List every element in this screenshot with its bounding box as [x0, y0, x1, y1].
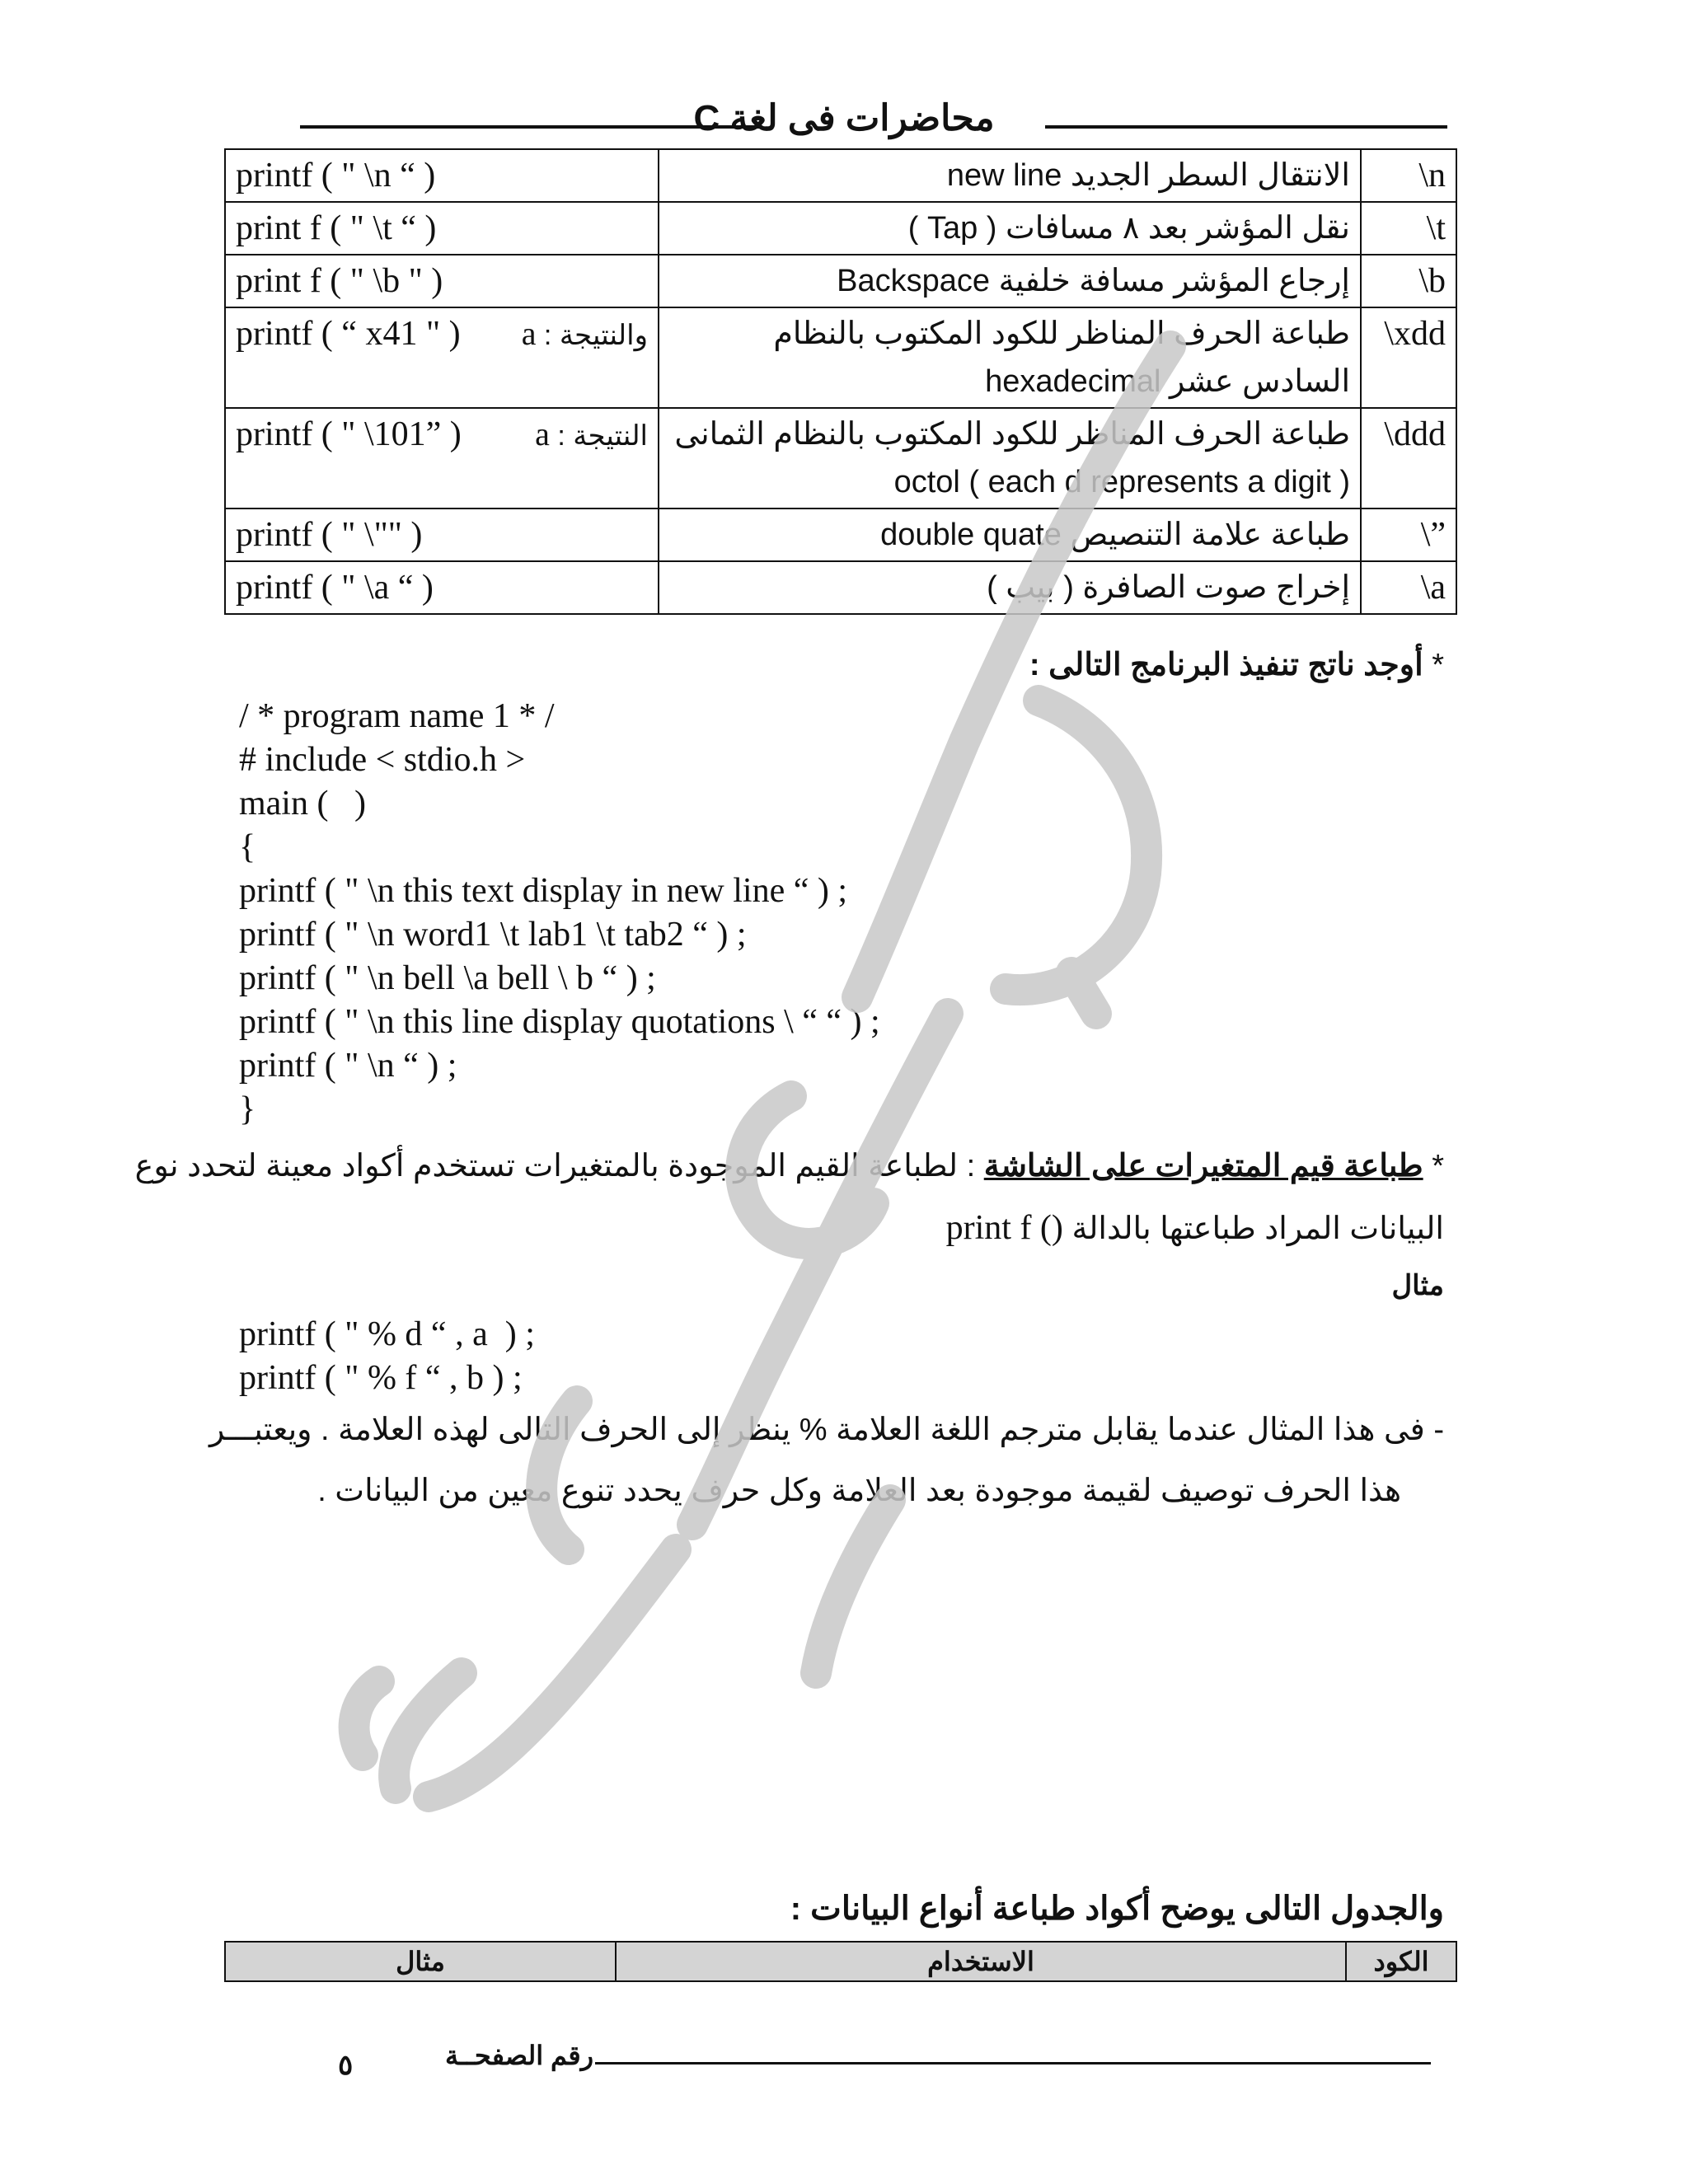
escape-code-cell: [225, 202, 659, 255]
escape-sequence: \t: [1361, 202, 1456, 255]
escape-code-cell: [225, 255, 659, 307]
escape-description: نقل المؤشر بعد ٨ مسافات ( Tap ): [659, 202, 1361, 255]
escape-code-cell: [225, 149, 659, 202]
escape-code: printf ( “ x41 " ): [236, 315, 461, 353]
exercise-heading-text: أوجد ناتج تنفيذ البرنامج التالى :: [1029, 648, 1423, 682]
escape-sequence: \b: [1361, 255, 1456, 307]
section2-line1: [134, 1147, 1444, 1184]
page-header-title: محاضرات فى لغة C: [693, 98, 995, 138]
types-header-code: الكود: [1346, 1942, 1456, 1981]
footer-rule: [595, 2062, 1431, 2064]
example-label: مثال: [1391, 1270, 1444, 1301]
escape-code: print f ( " \b " ): [236, 262, 443, 300]
types-header-usage: الاستخدام: [616, 1942, 1346, 1981]
escape-code: printf ( " \n “ ): [236, 157, 436, 194]
escape-sequence: \a: [1361, 561, 1456, 614]
escape-sequence: \ddd: [1361, 408, 1456, 509]
code-line: printf ( " % d “ , a ) ;: [239, 1315, 535, 1353]
note-text1: فى هذا المثال عندما يقابل مترجم اللغة العلامة % ينظر إلى الحرف التالى لهذه العلامة . ويعتبـــر: [209, 1413, 1425, 1447]
escape-table-row: [225, 408, 1456, 509]
escape-result-label: والنتيجة :: [543, 320, 648, 351]
escape-code-cell: [225, 408, 659, 509]
section2-star: *: [1432, 1149, 1444, 1183]
section2-line2: [946, 1208, 1444, 1248]
escape-table-row: [225, 307, 1456, 408]
code-line: printf ( " \n this line display quotations \ “ “ ) ;: [239, 1003, 880, 1041]
footer-page-label: رقم الصفحــة: [445, 2041, 594, 2070]
escape-description: إخراج صوت الصافرة ( بيب ): [659, 561, 1361, 614]
escape-description: طباعة الحرف المناظر للكود المكتوب بالنظام الثمانى octol ( each d represents a digit ): [659, 408, 1361, 509]
escape-sequence: \xdd: [1361, 307, 1456, 408]
data-types-table: [224, 1941, 1457, 1982]
escape-code-cell: [225, 561, 659, 614]
escape-result-label: النتيجة :: [557, 420, 648, 452]
escape-result: [522, 310, 648, 359]
code-line: # include < stdio.h >: [239, 741, 526, 779]
program-code-block: [239, 695, 880, 1132]
escape-code: printf ( " \a “ ): [236, 569, 434, 607]
code-line: {: [239, 828, 256, 866]
note-dash: -: [1433, 1413, 1444, 1447]
escape-code-cell: [225, 307, 659, 408]
section2-text2: البيانات المراد طباعتها بالدالة: [1071, 1212, 1444, 1246]
escape-description: إرجاع المؤشر مسافة خلفية Backspace: [659, 255, 1361, 307]
escape-result: [535, 410, 648, 460]
code-line: printf ( " % f “ , b ) ;: [239, 1359, 523, 1397]
note-line2: هذا الحرف توصيف لقيمة موجودة بعد العلامة وكل حرف يحدد تنوع معين من البيانات .: [317, 1474, 1401, 1508]
code-line: / * program name 1 * /: [239, 697, 555, 735]
escape-code: printf ( " \"" ): [236, 516, 423, 554]
note-line1: [209, 1411, 1444, 1448]
escape-description: الانتقال السطر الجديد new line: [659, 149, 1361, 202]
escape-result-value: a: [535, 415, 550, 452]
escape-table-row: [225, 149, 1456, 202]
escape-description: طباعة علامة التنصيص double quate: [659, 509, 1361, 561]
code-line: printf ( " \n bell \a bell \ b “ ) ;: [239, 959, 656, 997]
escape-table-row: [225, 202, 1456, 255]
escape-table-row: [225, 561, 1456, 614]
escape-code: print f ( " \t “ ): [236, 209, 437, 247]
exercise-heading: [1029, 646, 1444, 683]
escape-table-row: [225, 509, 1456, 561]
example-code-block: [239, 1313, 535, 1400]
code-line: printf ( " \n this text display in new line “ ) ;: [239, 872, 848, 910]
escape-table-row: [225, 255, 1456, 307]
types-intro: والجدول التالى يوضح أكواد طباعة أنواع البيانات :: [790, 1891, 1444, 1927]
escape-description: طباعة الحرف المناظر للكود المكتوب بالنظام السادس عشر hexadecimal: [659, 307, 1361, 408]
section2-code: print f (): [945, 1209, 1063, 1247]
escape-result-value: a: [521, 315, 537, 352]
code-line: }: [239, 1090, 256, 1128]
escape-sequence-table: [224, 148, 1457, 615]
code-line: main ( ): [239, 785, 366, 823]
code-line: printf ( " \n “ ) ;: [239, 1047, 457, 1085]
escape-sequence: \n: [1361, 149, 1456, 202]
page-number: ٥: [338, 2050, 354, 2081]
escape-code-cell: [225, 509, 659, 561]
section2-heading: طباعة قيم المتغيرات على الشاشة: [983, 1149, 1423, 1183]
code-line: printf ( " \n word1 \t lab1 \t tab2 “ ) ;: [239, 916, 747, 954]
escape-code: printf ( " \101” ): [236, 415, 462, 453]
exercise-star: *: [1432, 648, 1444, 682]
escape-sequence: \”: [1361, 509, 1456, 561]
section2-text1: : لطباعة القيم الموجودة بالمتغيرات تستخدم أكواد معينة لتحدد نوع: [134, 1149, 976, 1183]
types-header-example: مثال: [225, 1942, 616, 1981]
